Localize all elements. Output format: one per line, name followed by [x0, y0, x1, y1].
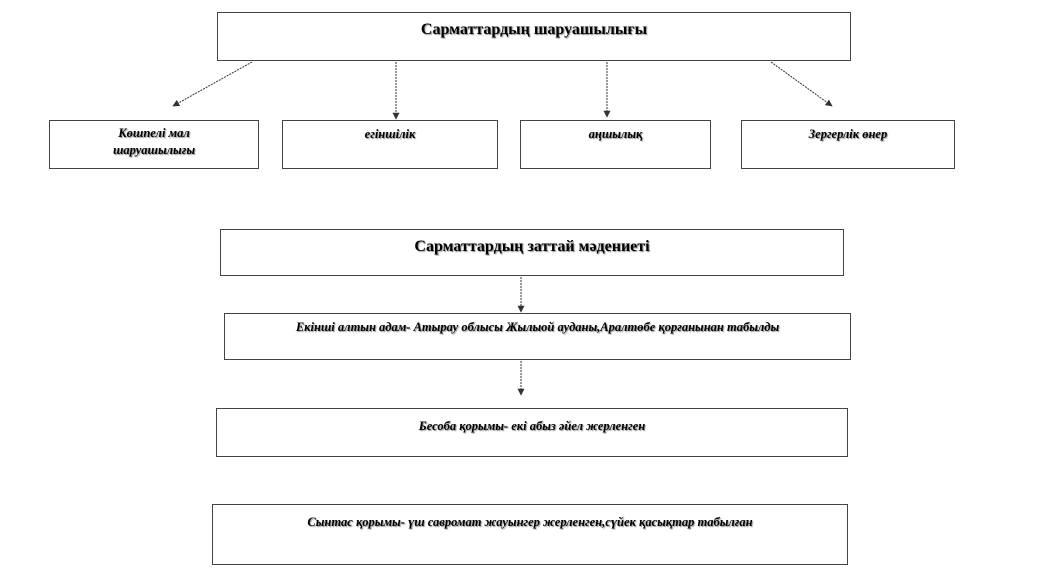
culture-title-box	[220, 229, 844, 276]
economy-title-box	[217, 12, 851, 61]
branch-jewelry-label: Зергерлік өнер	[808, 127, 888, 141]
economy-title: Сарматтардың шаруашылығы	[420, 21, 648, 38]
branch-livestock-box	[49, 120, 259, 169]
finding-besoba-label: Бесоба қорымы- екі абыз әйел жерленген	[418, 419, 646, 433]
finding-besoba-box	[216, 408, 848, 457]
branch-farming-box	[282, 120, 498, 169]
finding-syntas-label: Сынтас қорымы- үш савромат жауынгер жерленген,сүйек қасықтар табылған	[307, 515, 753, 529]
branch-hunting-label: аңшылық	[588, 127, 643, 141]
branch-livestock-label: Көшпелі мал шаруашылығы	[112, 126, 195, 157]
finding-aralt-obe-label: Екінші алтын адам- Атырау облысы Жылыой ауданы,Аралтөбе қорғанынан табылды	[295, 320, 780, 334]
arrow-to-jewelry	[771, 62, 832, 106]
branch-jewelry-box	[741, 120, 955, 169]
culture-title: Сарматтардың заттай мәдениеті	[414, 238, 650, 255]
branch-hunting-box	[520, 120, 711, 169]
arrow-to-livestock	[173, 62, 252, 106]
branch-farming-label: егіншілік	[364, 127, 416, 141]
finding-aralt-obe-box	[224, 313, 851, 360]
finding-syntas-box	[212, 504, 848, 565]
